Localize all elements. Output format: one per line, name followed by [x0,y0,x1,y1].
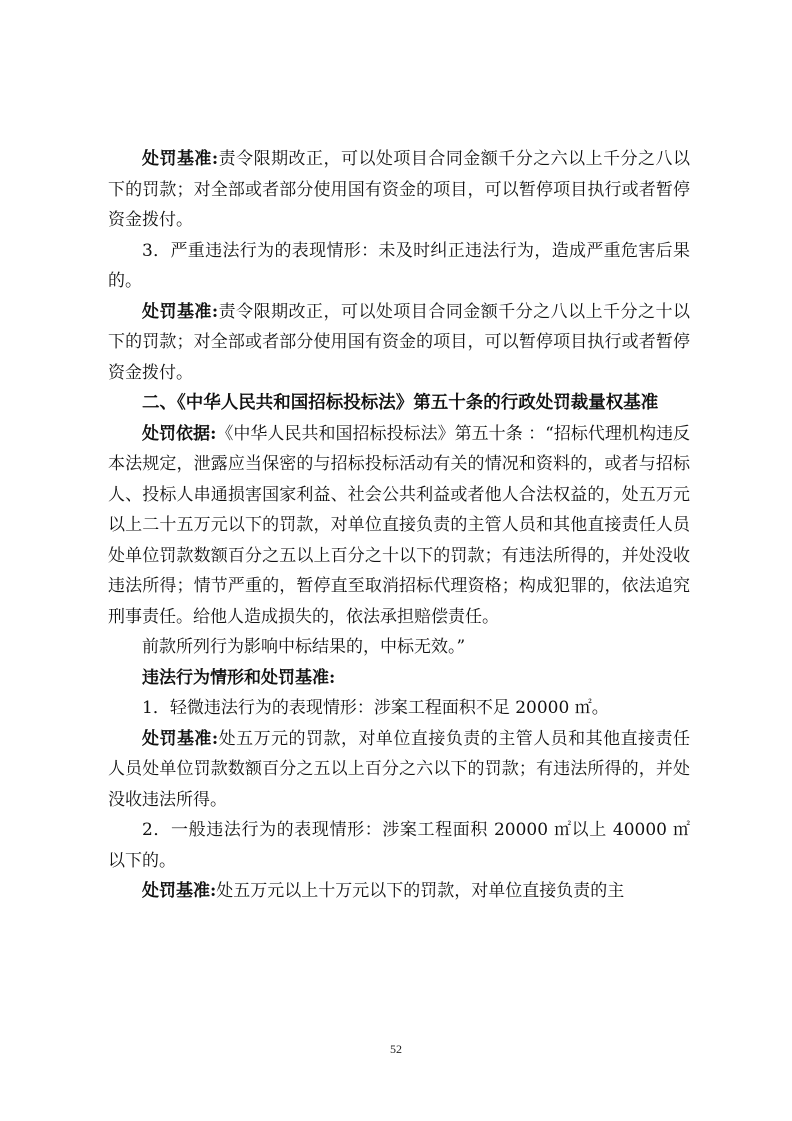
label-penalty-basis: 处罚依据: [142,423,217,444]
label-penalty-standard: 处罚基准: [142,728,219,749]
paragraph-text: 《中华人民共和国招标投标法》第五十条 ：“招标代理机构违反本法规定，泄露应当保密的与招标投标活动有关的情况和资料的，或者与招标人、投标人串通损害国家利益、社会公共利益或者他人合法权益的，处五万元以上二十五万元以下的罚款，对单位直接负责的主管人员和其他直接责任人员处单位罚款数额百分之五以上百分之十以下的罚款；有违法所得的，并处没收违法所得；情节严重的，暂停直至取消招标代理资格；构成犯罪的，依法追究刑事责任。给他人造成损失的，依法承担赔偿责任。 [108,423,691,627]
paragraph-penalty-standard-1 [108,144,690,236]
paragraph-text: 处五万元以上十万元以下的罚款，对单位直接负责的主 [216,881,625,901]
paragraph-penalty-basis [108,419,690,633]
paragraph-minor-violation: 1．轻微违法行为的表现情形：涉案工程面积不足 20000 ㎡。 [142,698,609,718]
label-penalty-standard: 处罚基准: [142,149,219,169]
label-penalty-standard: 处罚基准: [142,881,217,901]
paragraph-text: 责令限期改正，可以处项目合同金额千分之六以上千分之八以下的罚款；对全部或者部分使用国有资金的项目，可以暂停项目执行或者暂停资金拨付。 [108,149,691,230]
label-penalty-standard: 处罚基准: [142,301,219,322]
page-body [108,144,690,907]
paragraph-penalty-standard-4 [108,876,690,907]
paragraph-text: 责令限期改正，可以处项目合同金额千分之八以上千分之十以下的罚款；对全部或者部分使用国有资金的项目，可以暂停项目执行或者暂停资金拨付。 [108,301,691,383]
subheading-violation-situations [108,663,690,694]
paragraph-bid-invalid: 前款所列行为影响中标结果的，中标无效。” [142,637,466,657]
section-heading: 二、《中华人民共和国招标投标法》第五十条的行政处罚裁量权基准 [142,393,659,413]
paragraph-serious-violation: 3．严重违法行为的表现情形：未及时纠正违法行为，造成严重危害后果的。 [108,240,690,291]
paragraph-penalty-standard-2 [108,297,690,389]
page-number: 52 [390,1042,402,1056]
paragraph-text: 处五万元的罚款，对单位直接负责的主管人员和其他直接责任人员处单位罚款数额百分之五以上百分之六以下的罚款；有违法所得的，并处没收违法所得。 [108,728,691,810]
paragraph-general-violation: 2．一般违法行为的表现情形：涉案工程面积 20000 ㎡以上 40000 ㎡以下的。 [108,820,690,871]
paragraph-penalty-standard-3 [108,724,690,816]
subheading-text: 违法行为情形和处罚基准: [142,667,336,688]
